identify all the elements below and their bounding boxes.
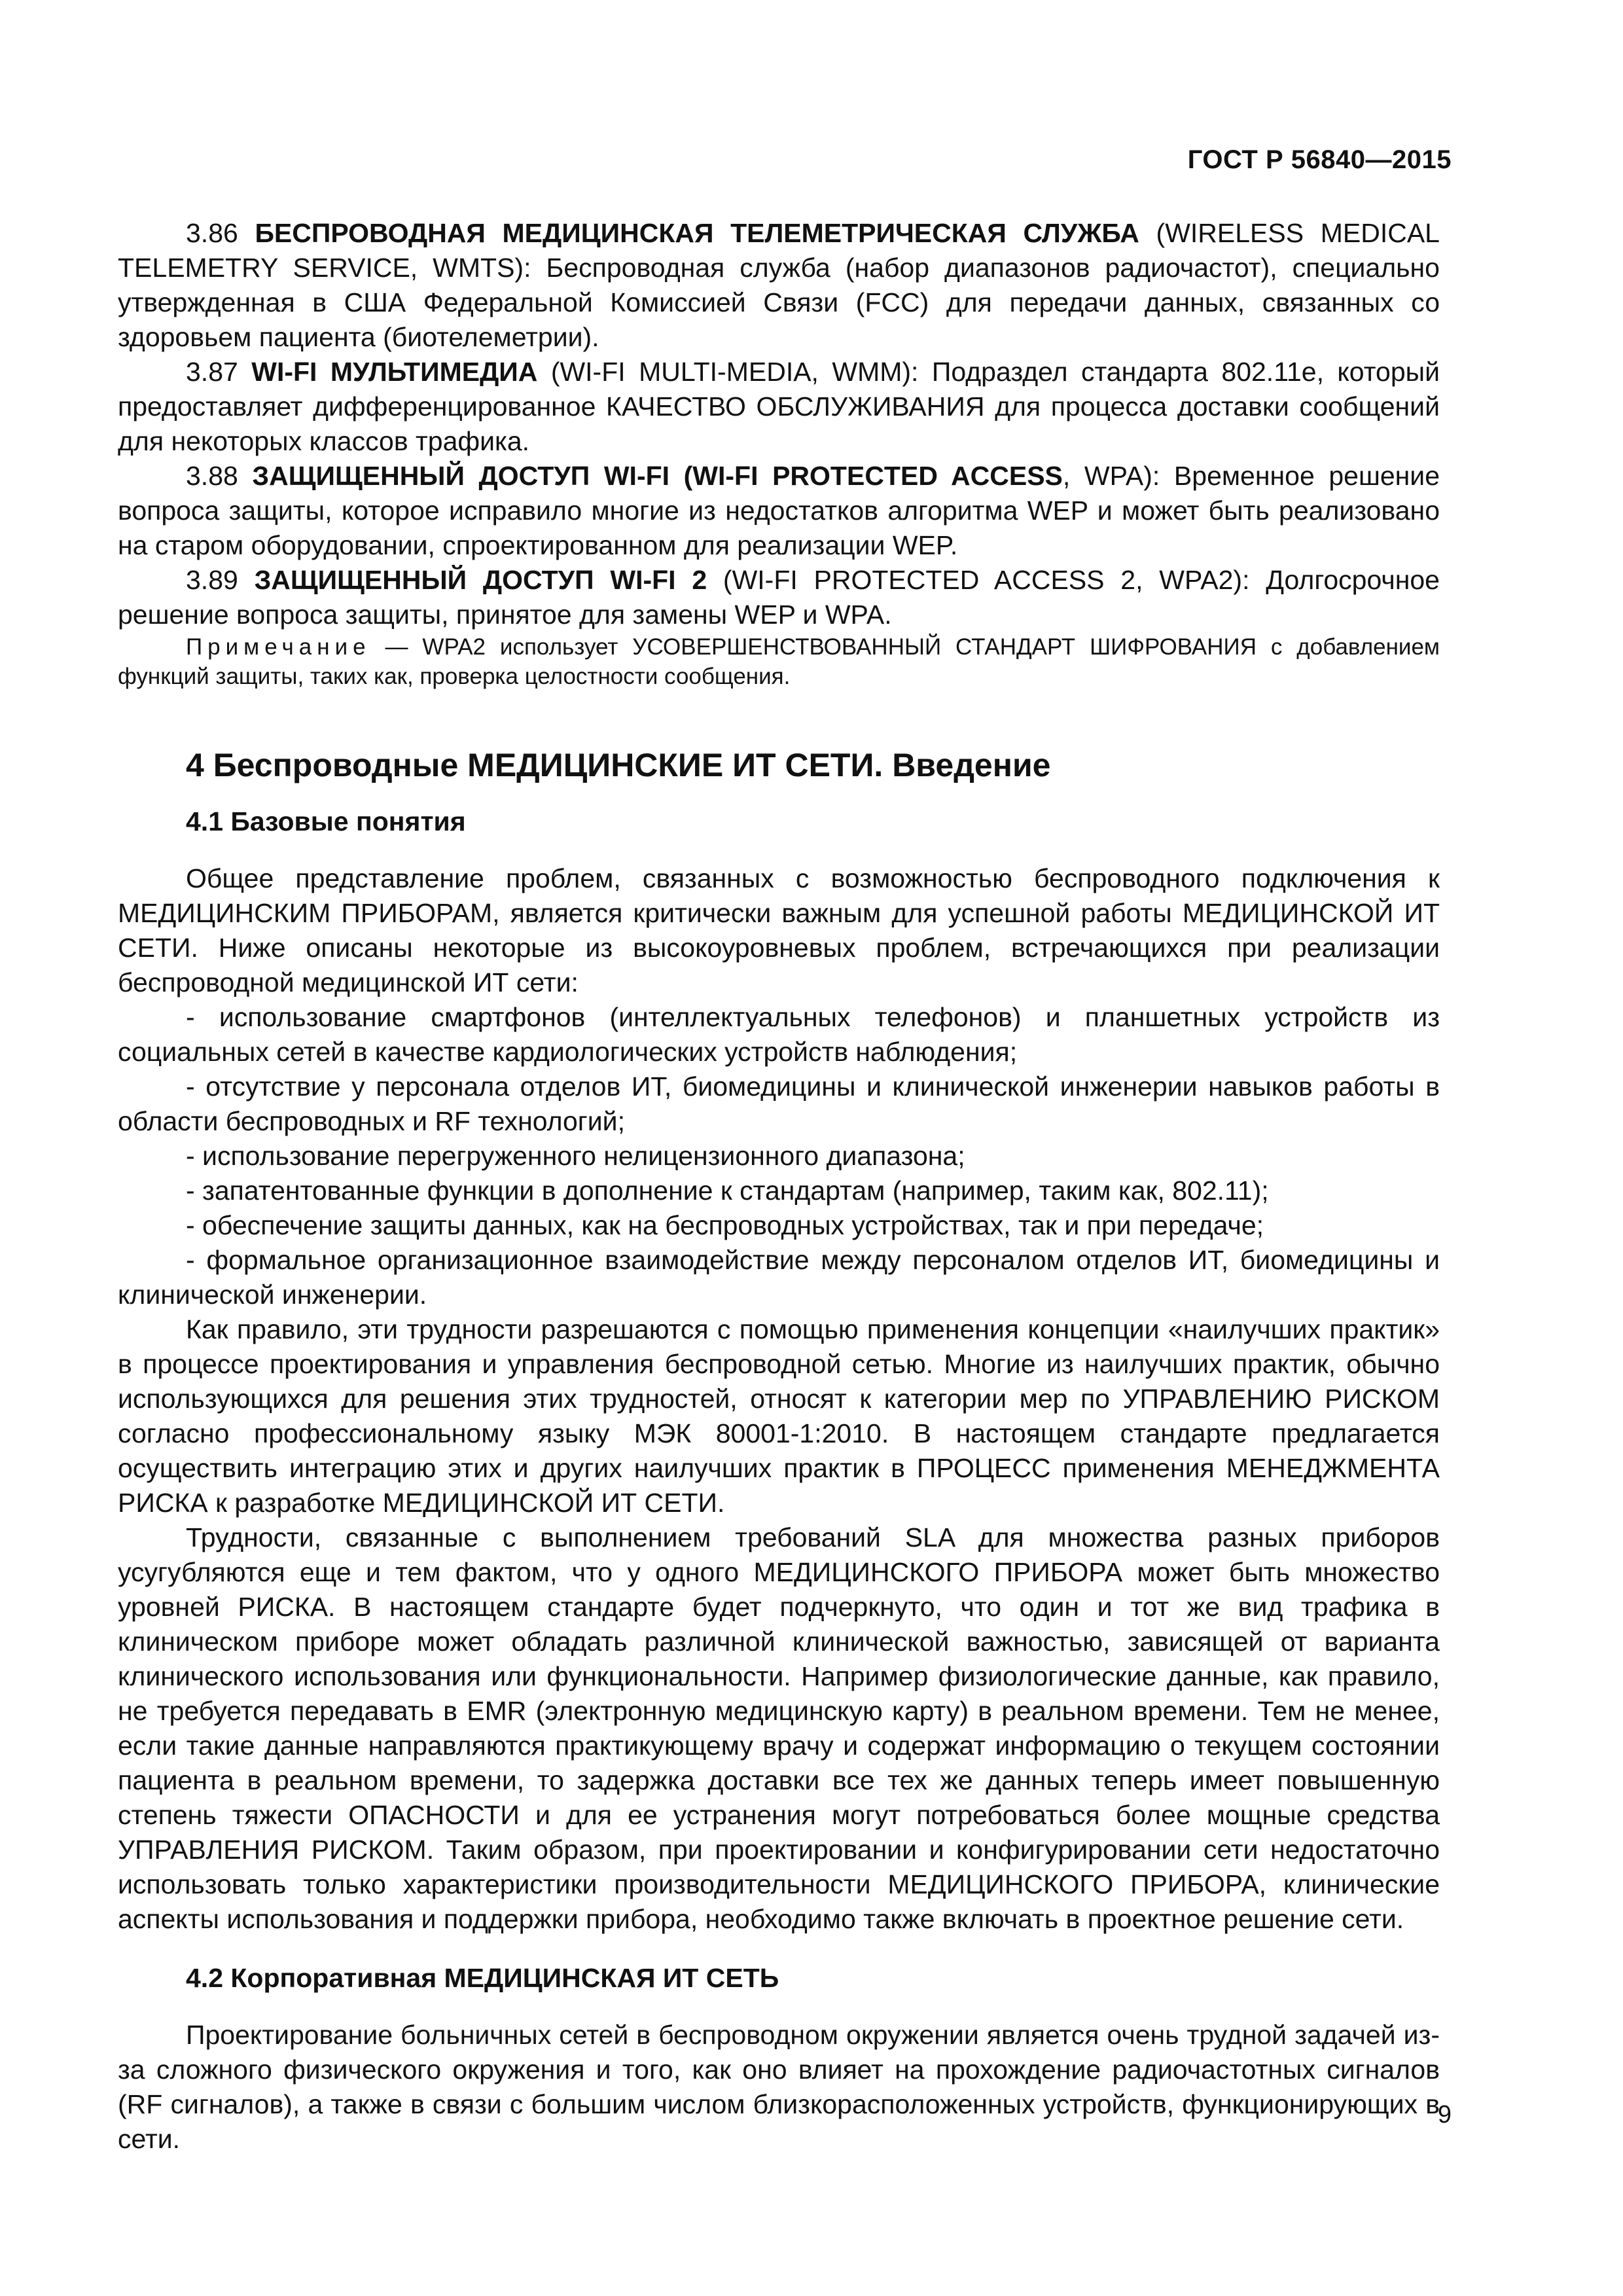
definition-number: 3.89	[186, 565, 255, 595]
note-label: Примечание	[186, 634, 371, 660]
definition-3-86	[118, 216, 1440, 355]
list-item: - формальное организационное взаимодействие между персоналом отделов ИТ, биомедицины и клинической инженерии.	[118, 1245, 1440, 1310]
page-content	[118, 216, 1440, 2157]
definition-text: (WIRELESS MEDICAL TELEMETRY SERVICE, WMTS): Беспроводная служба (набор диапазонов радиочастот), специально утвержденная в США Федеральной Комиссией Связи (FCC) для передачи данных, связанных со здоровьем пациента (биотелеметрии).	[118, 218, 1440, 352]
note-text: — WPA2 использует УСОВЕРШЕНСТВОВАННЫЙ СТАНДАРТ ШИФРОВАНИЯ с добавлением функций защиты, таких как, проверка целостности сообщения.	[118, 634, 1440, 689]
definition-3-89	[118, 563, 1440, 632]
page-number: 9	[1437, 2101, 1452, 2128]
list-item: - запатентованные функции в дополнение к стандартам (например, таким как, 802.11);	[186, 1175, 1269, 1206]
definition-term: WI-FI МУЛЬТИМЕДИА	[251, 357, 538, 387]
definition-text: , WPA): Временное решение вопроса защиты, которое исправило многие из недостатков алгоритма WEP и может быть реализовано на старом оборудовании, спроектированном для реализации WEP.	[118, 461, 1440, 560]
definition-3-88	[118, 459, 1440, 563]
paragraph: Как правило, эти трудности разрешаются с помощью применения концепции «наилучших практик» в процессе проектирования и управления беспроводной сетью. Многие из наилучших практик, обычно использующихся для решения этих трудностей, относят к категории мер по УПРАВЛЕНИЮ РИСКОМ согласно профессиональному языку МЭК 80001-1:2010. В настоящем стандарте предлагается осуществить интеграцию этих и других наилучших практик в ПРОЦЕСС применения МЕНЕДЖМЕНТА РИСКА к разработке МЕДИЦИНСКОЙ ИТ СЕТИ.	[118, 1314, 1440, 1518]
definition-number: 3.86	[186, 218, 255, 248]
list-item: - отсутствие у персонала отделов ИТ, биомедицины и клинической инженерии навыков работы в области беспроводных и RF технологий;	[118, 1071, 1440, 1136]
section-4-heading: 4 Беспроводные МЕДИЦИНСКИЕ ИТ СЕТИ. Введение	[186, 747, 1051, 783]
definition-number: 3.88	[186, 461, 253, 491]
paragraph: Трудности, связанные с выполнением требований SLA для множества разных приборов усугубляются еще и тем фактом, что у одного МЕДИЦИНСКОГО ПРИБОРА может быть множество уровней РИСКА. В настоящем стандарте будет подчеркнуто, что один и тот же вид трафика в клиническом приборе может обладать различной клинической важностью, зависящей от варианта клинического использования или функциональности. Например физиологические данные, как правило, не требуется передавать в EMR (электронную медицинскую карту) в реальном времени. Тем не менее, если такие данные направляются практикующему врачу и содержат информацию о текущем состоянии пациента в реальном времени, то задержка доставки все тех же данных теперь имеет повышенную степень тяжести ОПАСНОСТИ и для ее устранения могут потребоваться более мощные средства УПРАВЛЕНИЯ РИСКОМ. Таким образом, при проектировании и конфигурировании сети недостаточно использовать только характеристики производительности МЕДИЦИНСКОГО ПРИБОРА, клинические аспекты использования и поддержки прибора, необходимо также включать в проектное решение сети.	[118, 1522, 1440, 1934]
definition-3-87	[118, 355, 1440, 459]
definition-text: (WI-FI PROTECTED ACCESS 2, WPA2): Долгосрочное решение вопроса защиты, принятое для замены WEP и WPA.	[118, 565, 1440, 630]
paragraph: Проектирование больничных сетей в беспроводном окружении является очень трудной задачей из-за сложного физического окружения и того, как оно влияет на прохождение радиочастотных сигналов (RF сигналов), а также в связи с большим числом близкорасположенных устройств, функционирующих в сети.	[118, 2020, 1440, 2154]
list-item: - обеспечение защиты данных, как на беспроводных устройствах, так и при передаче;	[186, 1210, 1264, 1240]
paragraph: Общее представление проблем, связанных с возможностью беспроводного подключения к МЕДИЦИНСКИМ ПРИБОРАМ, является критически важным для успешной работы МЕДИЦИНСКОЙ ИТ СЕТИ. Ниже описаны некоторые из высокоуровневых проблем, встречающихся при реализации беспроводной медицинской ИТ сети:	[118, 863, 1440, 997]
definition-term: БЕСПРОВОДНАЯ МЕДИЦИНСКАЯ ТЕЛЕМЕТРИЧЕСКАЯ СЛУЖБА	[255, 218, 1139, 248]
list-item: - использование смартфонов (интеллектуальных телефонов) и планшетных устройств из социальных сетей в качестве кардиологических устройств наблюдения;	[118, 1002, 1440, 1067]
note-paragraph	[118, 632, 1440, 691]
definition-term: ЗАЩИЩЕННЫЙ ДОСТУП WI-FI 2	[254, 565, 707, 595]
document-code-header: ГОСТ Р 56840—2015	[1187, 145, 1452, 174]
definition-number: 3.87	[186, 357, 252, 387]
list-item: - использование перегруженного нелицензионного диапазона;	[186, 1141, 965, 1171]
definition-term: ЗАЩИЩЕННЫЙ ДОСТУП WI-FI (WI-FI PROTECTED ACCESS	[252, 461, 1063, 491]
section-4-1-heading: 4.1 Базовые понятия	[186, 806, 466, 836]
section-4-2-heading: 4.2 Корпоративная МЕДИЦИНСКАЯ ИТ СЕТЬ	[186, 1963, 779, 1993]
definition-text: (WI-FI MULTI-MEDIA, WMM): Подраздел стандарта 802.11e, который предоставляет дифференцированное КАЧЕСТВО ОБСЛУЖИВАНИЯ для процесса доставки сообщений для некоторых классов трафика.	[118, 357, 1440, 456]
